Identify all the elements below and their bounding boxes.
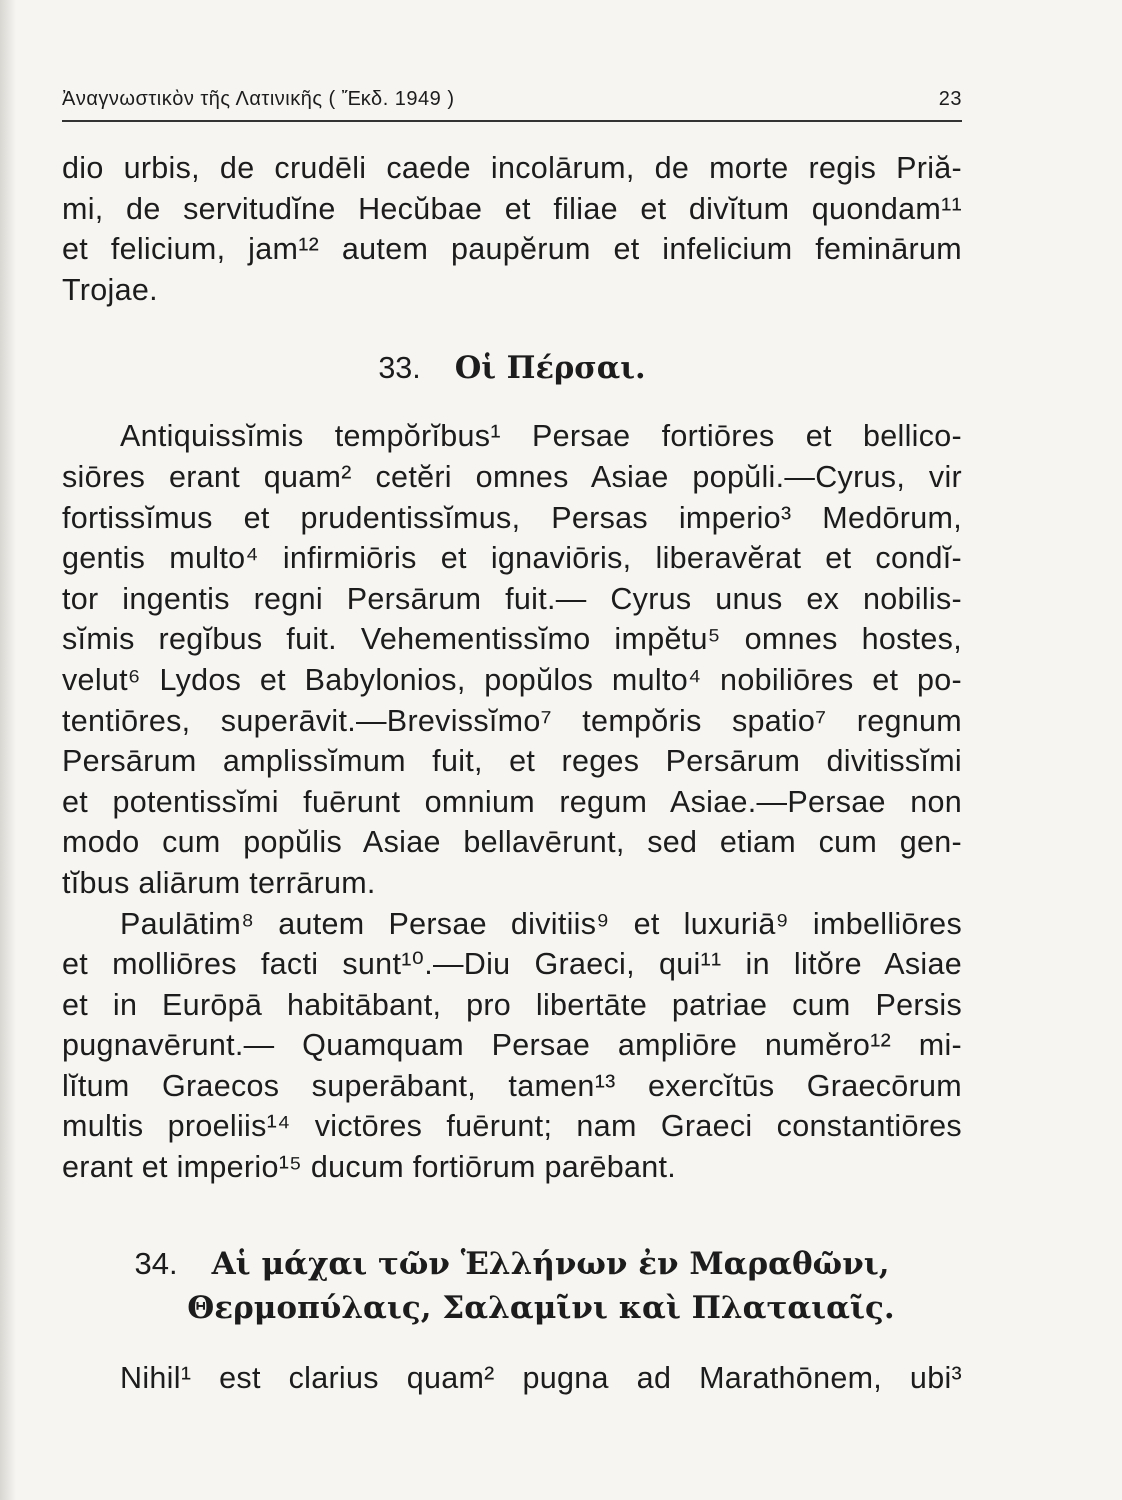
section-title-line-2: Θερμοπύλαις, Σαλαμῖνι καὶ Πλαταιαῖς. (187, 1289, 895, 1326)
text-line: mi, de servitudĭne Hecŭbae et filiae et divĭtum quondam¹¹ (62, 191, 962, 226)
text-line: tor ingentis regni Persārum fuit.— Cyrus unus ex nobilis- (62, 581, 962, 616)
page-number: 23 (938, 88, 962, 110)
text-line: Paulātim⁸ autem Persae divitiis⁹ et luxuriā⁹ imbelliōres (120, 906, 962, 941)
text-line: lĭtum Graecos superābant, tamen¹³ exercĭtūs Graecōrum (62, 1068, 962, 1103)
paragraph-1 (62, 416, 962, 903)
text-line: modo cum popŭlis Asiae bellavērunt, sed etiam cum gen- (62, 825, 962, 860)
page-body (62, 148, 962, 1398)
section-title-line-1: Αἱ μάχαι τῶν Ἑλλήνων ἐν Μαραθῶνι, (211, 1245, 890, 1282)
section-heading-34 (62, 1242, 962, 1330)
text-line: pugnavērunt.— Quamquam Persae ampliōre numĕro¹² mi- (62, 1028, 962, 1063)
book-page (62, 0, 962, 1500)
text-line: tĭbus aliārum terrārum. (62, 865, 376, 900)
text-line: tentiōres, superāvit.—Brevissĭmo⁷ tempŏris spatio⁷ regnum (62, 703, 962, 738)
text-line: et molliōres facti sunt¹⁰.—Diu Graeci, qui¹¹ in litŏre Asiae (62, 947, 962, 982)
text-line: multis proeliis¹⁴ victōres fuērunt; nam Graeci constantiōres (62, 1109, 962, 1144)
text-line: Antiquissĭmis tempŏrĭbus¹ Persae fortiōres et bellico- (120, 419, 962, 454)
section-heading-33 (62, 348, 962, 388)
running-head-title: Ἀναγνωστικὸν τῆς Λατινικῆς ( Ἔκδ. 1949 ) (62, 88, 455, 110)
text-line: et in Eurōpā habitābant, pro libertāte patriae cum Persis (62, 987, 962, 1022)
header-rule (62, 120, 962, 122)
text-line: velut⁶ Lydos et Babylonios, popŭlos multo⁴ nobiliōres et po- (62, 662, 962, 697)
section-number: 34. (134, 1245, 178, 1281)
text-line: Trojae. (62, 272, 158, 307)
text-line: et felicium, jam¹² autem paupĕrum et infelicium feminārum (62, 232, 962, 267)
section-title: Οἱ Πέρσαι. (454, 350, 646, 387)
text-line: Persārum amplissĭmum fuit, et reges Persārum divitissĭmi (62, 744, 962, 779)
text-line: siōres erant quam² cetĕri omnes Asiae popŭli.—Cyrus, vir (62, 459, 962, 494)
text-line: fortissĭmus et prudentissĭmus, Persas imperio³ Medōrum, (62, 500, 962, 535)
text-line: Nihil¹ est clarius quam² pugna ad Marathōnem, ubi³ (120, 1360, 962, 1395)
text-line: dio urbis, de crudēli caede incolārum, de morte regis Priă- (62, 151, 962, 185)
text-line: gentis multo⁴ infirmiōris et ignaviōris, liberavĕrat et condĭ- (62, 541, 962, 576)
text-line: sĭmis regĭbus fuit. Vehementissĭmo impĕtu⁵ omnes hostes, (62, 622, 962, 657)
continuation-paragraph (62, 148, 962, 310)
section-number: 33. (378, 351, 421, 386)
text-line: et potentissĭmi fuērunt omnium regum Asiae.—Persae non (62, 784, 962, 819)
text-line: erant et imperio¹⁵ ducum fortiōrum parēbant. (62, 1150, 677, 1185)
running-head (62, 88, 962, 114)
paragraph-2 (62, 904, 962, 1188)
book-spine-shadow (0, 0, 16, 1500)
paragraph-3 (62, 1358, 962, 1399)
